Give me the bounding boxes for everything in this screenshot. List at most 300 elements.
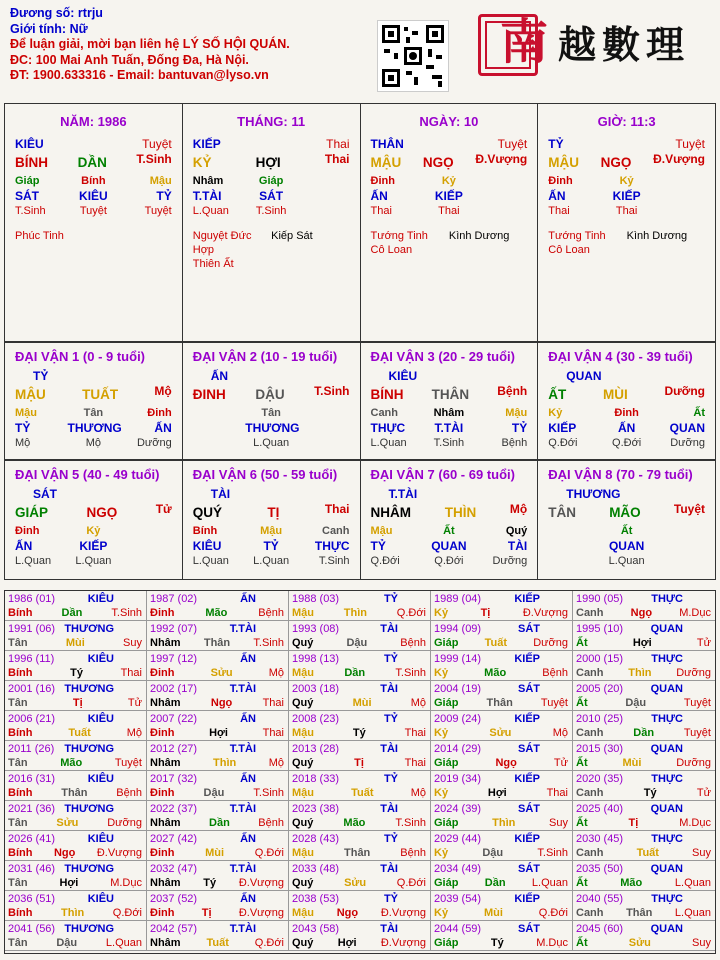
annual-star: TỶ	[383, 893, 398, 905]
annual-can: Đinh	[150, 607, 175, 619]
hidden-star: KIẾP	[548, 421, 577, 435]
hidden-stem	[298, 406, 350, 421]
annual-chi: Thân	[626, 907, 653, 919]
owner-gender: Giới tính: Nữ	[10, 21, 88, 36]
pillar-star: TỶ	[548, 137, 564, 151]
annual-state: Bệnh	[258, 817, 284, 829]
annual-state: Q.Đới	[396, 877, 426, 889]
annual-chi: Dần	[484, 877, 506, 889]
annual-cell	[5, 801, 147, 831]
annual-chi: Sửu	[628, 937, 651, 949]
annual-star: KIÊU	[87, 653, 114, 665]
annual-can: Kỷ	[434, 787, 449, 799]
annual-state: L.Quan	[674, 907, 711, 919]
annual-star: ẤN	[240, 893, 256, 905]
annual-state: Bệnh	[542, 667, 568, 679]
hidden-state: L.Quan	[192, 205, 229, 217]
annual-state: Đ.Vượng	[96, 847, 142, 859]
annual-cell	[5, 771, 147, 801]
annual-state: Đ.Vượng	[238, 907, 284, 919]
pillar-can: BÍNH	[15, 155, 48, 170]
annual-year: 2024 (39)	[434, 803, 482, 815]
annual-year: 2003 (18)	[292, 683, 340, 695]
annual-can: Đinh	[150, 787, 175, 799]
annual-can: Ất	[576, 817, 588, 829]
brand-logo	[500, 6, 715, 76]
pillar-shensha: Cô Loan	[370, 244, 413, 256]
annual-can: Mậu	[292, 847, 314, 859]
hidden-stem: Kỷ	[619, 175, 634, 187]
annual-cell	[5, 921, 147, 951]
annual-chi: Tuất	[351, 787, 374, 799]
contact-note: Để luận giải, mời bạn liên hệ LÝ SỐ HỘI QUÁN.	[10, 37, 290, 52]
dai-van-5	[5, 461, 183, 579]
hidden-star: SÁT	[15, 189, 39, 203]
dai-van-star: KIÊU	[388, 369, 418, 383]
annual-year: 1999 (14)	[434, 653, 482, 665]
hidden-state: L.Quan	[253, 437, 290, 449]
hidden-star: ẤN	[15, 539, 33, 553]
annual-chi: Thìn	[213, 757, 237, 769]
annual-state: Suy	[692, 937, 711, 949]
annual-can: Canh	[576, 847, 604, 859]
annual-star: THƯƠNG	[64, 923, 114, 935]
hidden-stem: Mậu	[149, 175, 172, 187]
pillar-title: NGÀY: 10	[419, 114, 479, 129]
annual-star: QUAN	[650, 743, 683, 755]
annual-cell	[573, 621, 715, 651]
annual-cell	[573, 771, 715, 801]
annual-cell	[289, 831, 431, 861]
annual-state: Q.Đới	[396, 607, 426, 619]
hidden-state: Thai	[548, 205, 570, 217]
annual-year: 2030 (45)	[576, 833, 624, 845]
annual-can: Tân	[8, 817, 28, 829]
hidden-state: Tuyệt	[144, 205, 172, 217]
annual-year: 2015 (30)	[576, 743, 624, 755]
annual-chi: Hợi	[337, 937, 357, 949]
annual-star: TÀI	[380, 923, 398, 935]
annual-chi: Tuất	[484, 637, 508, 649]
annual-can: Ất	[576, 937, 588, 949]
annual-state: Mộ	[552, 727, 568, 739]
hidden-state: L.Quan	[15, 555, 52, 567]
annual-can: Mậu	[292, 607, 314, 619]
annual-year: 2035 (50)	[576, 863, 624, 875]
annual-can: Mậu	[292, 667, 314, 679]
annual-state: Thai	[404, 727, 426, 739]
pillar-chi-state: Thai	[324, 152, 350, 166]
annual-state: T.Sinh	[537, 847, 568, 859]
annual-star: SÁT	[518, 863, 540, 875]
annual-state: Mộ	[126, 727, 142, 739]
hidden-star: TỶ	[263, 539, 279, 553]
annual-star: THỰC	[651, 653, 683, 665]
annual-year: 2039 (54)	[434, 893, 482, 905]
dai-van-state: Dưỡng	[664, 384, 705, 398]
annual-can: Mậu	[292, 787, 314, 799]
annual-star: QUAN	[650, 923, 683, 935]
annual-can: Kỷ	[434, 607, 449, 619]
dai-van-star: TỶ	[33, 369, 49, 383]
annual-chi: Thìn	[343, 607, 367, 619]
annual-star: KIẾP	[514, 833, 540, 845]
annual-star: KIẾP	[514, 653, 540, 665]
annual-state: Q.Đới	[538, 907, 568, 919]
annual-chi: Mùi	[65, 637, 85, 649]
hidden-state: L.Quan	[370, 437, 407, 449]
annual-can: Tân	[8, 757, 28, 769]
annual-star: ẤN	[240, 593, 256, 605]
dai-van-star: TÀI	[210, 487, 231, 501]
pillar-1	[183, 104, 361, 341]
annual-star: QUAN	[650, 623, 683, 635]
pillar-shensha: Tướng Tinh	[548, 230, 606, 242]
annual-chi: Dậu	[482, 847, 504, 859]
pillar-chi: NGỌ	[422, 155, 454, 170]
annual-star: SÁT	[518, 623, 540, 635]
annual-can: Nhâm	[150, 757, 181, 769]
annual-state: Đ.Vượng	[238, 877, 284, 889]
annual-chi: Dậu	[203, 787, 225, 799]
annual-state: T.Sinh	[253, 637, 284, 649]
dai-van-chi: MÃO	[609, 505, 641, 520]
annual-cell	[573, 681, 715, 711]
annual-year: 2002 (17)	[150, 683, 198, 695]
annual-year: 2040 (55)	[576, 893, 624, 905]
annual-star: KIÊU	[87, 833, 114, 845]
annual-chi: Tý	[70, 667, 83, 679]
annual-year: 2022 (37)	[150, 803, 198, 815]
hidden-stem: Ất	[620, 525, 633, 537]
annual-chi: Thìn	[492, 817, 516, 829]
annual-cell	[431, 921, 573, 951]
hidden-star: QUAN	[669, 421, 705, 435]
hidden-star: THƯƠNG	[67, 421, 122, 435]
annual-state: Tuyệt	[683, 727, 711, 739]
hidden-star	[193, 421, 245, 436]
hidden-star	[476, 189, 528, 204]
annual-can: Giáp	[434, 877, 459, 889]
hidden-stem: Mậu	[260, 525, 283, 537]
annual-chi: Mùi	[205, 847, 225, 859]
annual-year: 2007 (22)	[150, 713, 198, 725]
annual-cell	[147, 891, 289, 921]
annual-chi: Mùi	[483, 907, 503, 919]
annual-cell	[147, 771, 289, 801]
annual-can: Nhâm	[150, 877, 181, 889]
annual-star: ẤN	[240, 653, 256, 665]
annual-can: Kỷ	[434, 667, 449, 679]
annual-year: 2034 (49)	[434, 863, 482, 875]
annual-state: Bệnh	[116, 787, 142, 799]
annual-state: Tuyệt	[114, 757, 142, 769]
annual-chi: Hợi	[209, 727, 228, 739]
pillar-shensha: Tướng Tinh	[370, 230, 428, 242]
annual-chi: Mùi	[352, 697, 372, 709]
hidden-star: ẤN	[370, 189, 388, 203]
pillar-shensha: Phúc Tinh	[15, 230, 64, 242]
annual-star: THỰC	[651, 893, 683, 905]
annual-year: 2036 (51)	[8, 893, 56, 905]
hidden-star: ẤN	[154, 421, 172, 435]
hidden-stem: Tân	[83, 407, 104, 419]
annual-cell	[5, 891, 147, 921]
annual-year: 1993 (08)	[292, 623, 340, 635]
annual-state: Tử	[696, 787, 711, 799]
annual-cell	[289, 801, 431, 831]
annual-cell	[289, 861, 431, 891]
hidden-stem: Đinh	[15, 525, 40, 537]
dai-van-state: Mộ	[154, 384, 172, 398]
hidden-star: TỶ	[15, 421, 31, 435]
annual-can: Nhâm	[150, 637, 181, 649]
annual-can: Nhâm	[150, 817, 181, 829]
dai-van-row-2	[4, 460, 716, 580]
annual-can: Kỷ	[434, 907, 449, 919]
annual-star: ẤN	[240, 833, 256, 845]
hidden-state: L.Quan	[75, 555, 112, 567]
contact-phone-email: ĐT: 1900.633316 - Email: bantuvan@lyso.vn	[10, 68, 269, 83]
annual-chi: Dần	[61, 607, 83, 619]
hidden-state: T.Sinh	[255, 205, 287, 217]
dai-van-7	[361, 461, 539, 579]
hidden-star	[653, 189, 705, 204]
pillar-chi: NGỌ	[600, 155, 632, 170]
annual-year: 1997 (12)	[150, 653, 198, 665]
pillar-shensha: Kình Dương	[626, 230, 688, 242]
annual-state: Suy	[692, 847, 711, 859]
annual-can: Bính	[8, 847, 33, 859]
pillar-star: KIẾP	[192, 137, 221, 151]
annual-star: KIÊU	[87, 713, 114, 725]
annual-cell	[431, 621, 573, 651]
annual-cell	[431, 651, 573, 681]
annual-star: ẤN	[240, 773, 256, 785]
dai-van-state: Mộ	[509, 502, 528, 516]
dai-van-state: Bệnh	[497, 384, 528, 398]
annual-state: Thai	[546, 787, 568, 799]
annual-chi: Thìn	[628, 667, 652, 679]
annual-star: KIẾP	[514, 593, 540, 605]
annual-star: THỰC	[651, 713, 683, 725]
annual-cell	[573, 831, 715, 861]
annual-year: 2029 (44)	[434, 833, 482, 845]
annual-star: TỶ	[383, 773, 398, 785]
dai-van-can: ẤT	[548, 387, 567, 402]
annual-chi: Sửu	[210, 667, 233, 679]
annual-year: 2021 (36)	[8, 803, 56, 815]
pillar-title: NĂM: 1986	[60, 114, 127, 129]
annual-luck-grid	[4, 590, 716, 954]
annual-chi: Tị	[354, 757, 364, 769]
annual-chi: Sửu	[56, 817, 79, 829]
annual-chi: Tị	[480, 607, 491, 619]
dai-van-can: GIÁP	[15, 505, 49, 520]
annual-cell	[5, 621, 147, 651]
annual-state: Tuyệt	[540, 697, 568, 709]
hidden-stem: Nhâm	[192, 175, 224, 187]
annual-can: Tân	[8, 697, 28, 709]
annual-star: THƯƠNG	[64, 743, 114, 755]
annual-state: Q.Đới	[254, 937, 284, 949]
hidden-star	[548, 539, 600, 554]
annual-state: Đ.Vượng	[522, 607, 568, 619]
hidden-star: QUAN	[431, 539, 467, 553]
annual-star: KIẾP	[514, 773, 540, 785]
hidden-state: Dưỡng	[492, 555, 528, 567]
dai-van-title: ĐẠI VẬN 6 (50 - 59 tuổi)	[192, 467, 338, 482]
annual-year: 2044 (59)	[434, 923, 482, 935]
annual-star: T.TÀI	[229, 743, 256, 755]
hidden-state: Dưỡng	[670, 437, 705, 449]
hidden-state: Thai	[370, 205, 392, 217]
annual-can: Bính	[8, 667, 33, 679]
pillar-shensha: Cô Loan	[548, 244, 590, 256]
dai-van-title: ĐẠI VẬN 1 (0 - 9 tuổi)	[15, 349, 146, 364]
annual-can: Giáp	[434, 697, 459, 709]
annual-chi: Tị	[201, 907, 212, 919]
hidden-state	[298, 204, 350, 219]
hidden-star: KIẾP	[79, 539, 108, 553]
annual-star: KIẾP	[514, 713, 540, 725]
hidden-state: Bệnh	[501, 437, 528, 449]
annual-state: Suy	[549, 817, 568, 829]
annual-year: 2013 (28)	[292, 743, 340, 755]
annual-cell	[147, 711, 289, 741]
dai-van-title: ĐẠI VẬN 4 (30 - 39 tuổi)	[548, 349, 693, 364]
annual-star: TỶ	[383, 833, 398, 845]
annual-can: Quý	[292, 757, 314, 769]
annual-year: 2027 (42)	[150, 833, 198, 845]
dai-van-chi: TUẤT	[82, 387, 119, 402]
hidden-stem: Tân	[261, 407, 281, 419]
annual-chi: Dần	[209, 817, 230, 829]
annual-state: T.Sinh	[395, 667, 426, 679]
hidden-state	[120, 554, 172, 569]
hidden-star	[653, 539, 705, 554]
annual-star: QUAN	[650, 803, 683, 815]
annual-cell	[289, 711, 431, 741]
annual-star: THƯƠNG	[64, 863, 114, 875]
annual-star: ẤN	[240, 713, 256, 725]
annual-state: Suy	[123, 637, 142, 649]
hidden-state	[653, 204, 705, 219]
annual-state: Tuyệt	[683, 697, 711, 709]
annual-cell	[289, 771, 431, 801]
annual-year: 2037 (52)	[150, 893, 198, 905]
annual-can: Canh	[576, 607, 604, 619]
annual-can: Bính	[8, 907, 33, 919]
annual-year: 2023 (38)	[292, 803, 340, 815]
dai-van-can: TÂN	[548, 505, 576, 520]
dai-van-state: Thai	[324, 502, 350, 516]
dai-van-chi: MÙI	[602, 387, 628, 402]
annual-cell	[573, 921, 715, 951]
dai-van-title: ĐẠI VẬN 5 (40 - 49 tuổi)	[15, 467, 160, 482]
annual-cell	[431, 861, 573, 891]
hidden-stem: Kỷ	[548, 407, 563, 419]
annual-star: THỰC	[651, 773, 683, 785]
hidden-stem: Đinh	[147, 407, 172, 419]
annual-cell	[573, 891, 715, 921]
annual-state: Dưỡng	[533, 637, 568, 649]
hidden-state: Mộ	[15, 437, 31, 449]
annual-can: Quý	[292, 637, 314, 649]
annual-chi: Mão	[343, 817, 366, 829]
annual-cell	[573, 651, 715, 681]
annual-year: 1989 (04)	[434, 593, 482, 605]
annual-state: L.Quan	[674, 877, 711, 889]
annual-chi: Dần	[344, 667, 366, 679]
dai-van-state: T.Sinh	[314, 384, 350, 398]
annual-state: Bệnh	[258, 607, 284, 619]
annual-year: 2031 (46)	[8, 863, 56, 875]
annual-year: 1988 (03)	[292, 593, 340, 605]
dai-van-title: ĐẠI VẬN 2 (10 - 19 tuổi)	[192, 349, 338, 364]
annual-star: SÁT	[518, 743, 540, 755]
annual-star: KIẾP	[514, 893, 540, 905]
annual-year: 2004 (19)	[434, 683, 482, 695]
dai-van-8	[538, 461, 715, 579]
annual-can: Nhâm	[150, 937, 181, 949]
annual-cell	[573, 861, 715, 891]
annual-star: THƯƠNG	[64, 803, 114, 815]
annual-chi: Ngọ	[630, 607, 653, 619]
pillar-star-state: Tuyệt	[142, 137, 172, 151]
pillar-chi-state: Đ.Vượng	[653, 152, 705, 166]
annual-cell	[147, 831, 289, 861]
annual-cell	[5, 651, 147, 681]
hidden-state: T.Sinh	[433, 437, 465, 449]
pillar-title: THÁNG: 11	[237, 114, 306, 129]
annual-year: 2028 (43)	[292, 833, 340, 845]
annual-star: T.TÀI	[229, 923, 256, 935]
dai-van-1	[5, 343, 183, 459]
annual-year: 1992 (07)	[150, 623, 198, 635]
pillar-0	[5, 104, 183, 341]
hidden-state: T.Sinh	[15, 205, 46, 217]
pillar-2	[361, 104, 539, 341]
pillar-shensha: Kình Dương	[448, 230, 510, 242]
annual-state: M.Dục	[679, 817, 711, 829]
annual-year: 2041 (56)	[8, 923, 56, 935]
annual-star: SÁT	[518, 923, 540, 935]
hidden-stem	[653, 524, 705, 539]
annual-year: 2032 (47)	[150, 863, 198, 875]
dai-van-chi: TỊ	[267, 505, 280, 520]
dai-van-can: BÍNH	[370, 387, 404, 402]
annual-cell	[289, 681, 431, 711]
annual-star: TÀI	[380, 863, 398, 875]
hidden-stem: Mậu	[15, 407, 37, 419]
dai-van-star: T.TÀI	[388, 487, 418, 501]
annual-star: TÀI	[380, 743, 398, 755]
hidden-star: KIÊU	[192, 539, 222, 553]
annual-chi: Hợi	[632, 637, 652, 649]
annual-can: Kỷ	[434, 727, 449, 739]
annual-star: THƯƠNG	[64, 623, 114, 635]
hidden-stem	[653, 174, 705, 189]
annual-state: T.Sinh	[253, 787, 284, 799]
annual-chi: Mão	[484, 667, 507, 679]
dai-van-star: THƯƠNG	[566, 487, 621, 501]
annual-can: Đinh	[150, 907, 175, 919]
annual-state: Bệnh	[400, 847, 426, 859]
annual-can: Bính	[8, 727, 33, 739]
hidden-state: T.Sinh	[318, 555, 350, 567]
annual-star: TỶ	[383, 653, 398, 665]
